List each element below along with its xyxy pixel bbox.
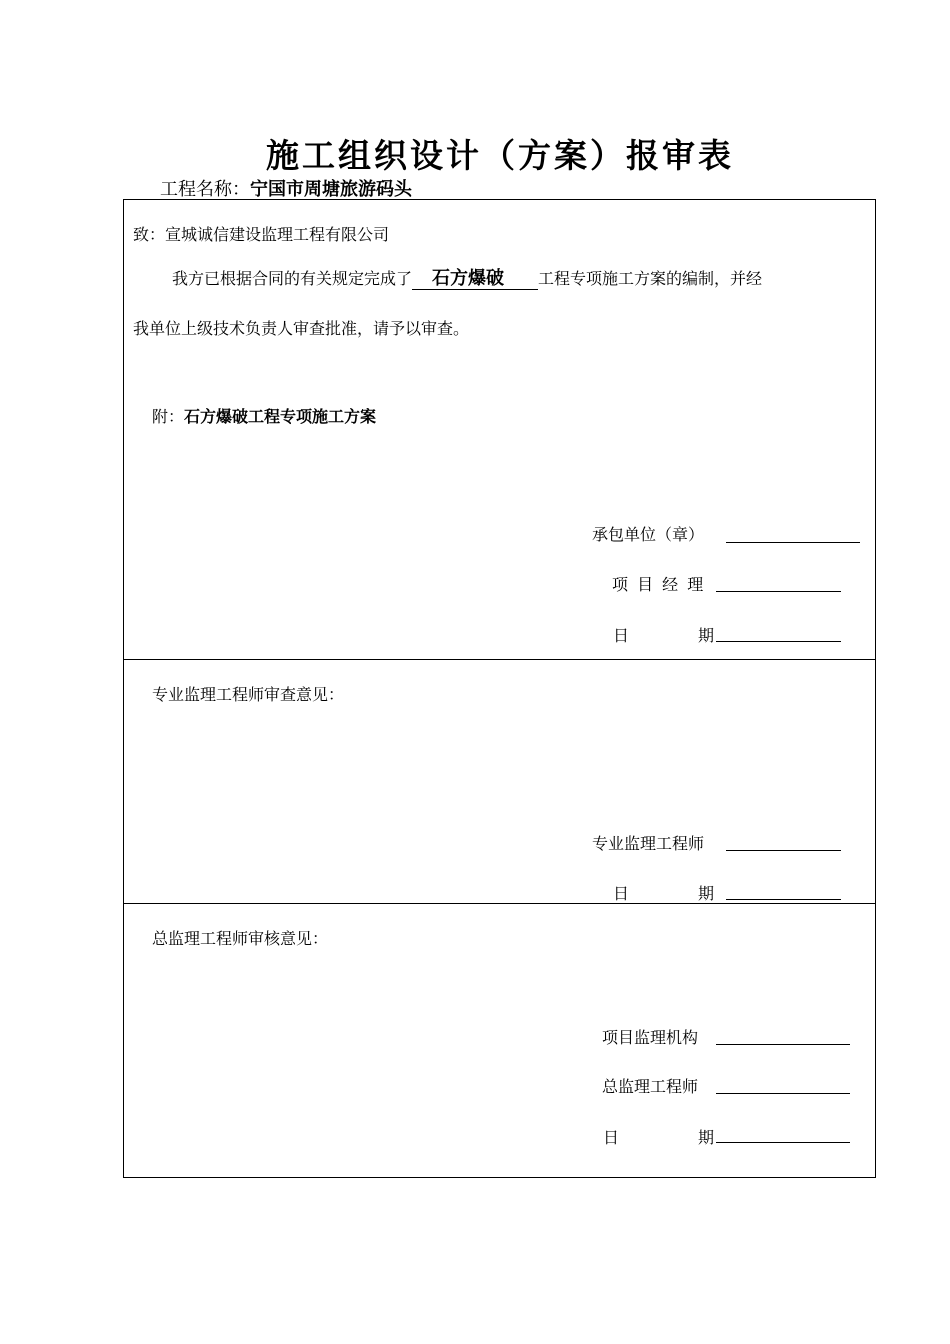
project-type-field[interactable]: 石方爆破 (412, 269, 538, 290)
chief-engineer-review-heading: 总监理工程师审核意见： (152, 929, 329, 948)
engineer-review-heading: 专业监理工程师审查意见： (152, 685, 345, 704)
supervision-org-signature-field[interactable] (716, 1044, 850, 1045)
date-label-2-left: 日 (613, 884, 630, 903)
project-manager-label: 项 目 经 理 (612, 575, 706, 594)
submission-statement-line2: 我单位上级技术负责人审查批准，请予以审查。 (133, 319, 470, 338)
project-name-line (160, 175, 412, 201)
date-label-2-right: 期 (698, 884, 715, 903)
addressee-line: 致：宣城诚信建设监理工程有限公司 (133, 225, 390, 244)
project-label: 工程名称： (160, 179, 250, 200)
date-label-3-left: 日 (603, 1128, 620, 1147)
contractor-signature-field[interactable] (726, 542, 860, 543)
date-field-3[interactable] (716, 1142, 850, 1143)
chief-engineer-signature-field[interactable] (716, 1093, 850, 1094)
project-name: 宁国市周塘旅游码头 (250, 179, 412, 200)
section-divider-1 (123, 659, 876, 660)
supervision-org-label: 项目监理机构 (602, 1028, 699, 1047)
date-field-2[interactable] (726, 899, 841, 900)
statement-prefix: 我方已根据合同的有关规定完成了 (172, 269, 413, 288)
specialist-engineer-label: 专业监理工程师 (592, 834, 705, 853)
chief-engineer-label: 总监理工程师 (602, 1077, 699, 1096)
statement-suffix: 工程专项施工方案的编制，并经 (538, 269, 763, 288)
date-label-1-left: 日 (613, 626, 630, 645)
attachment-line (152, 404, 376, 427)
page-title: 施工组织设计（方案）报审表 (266, 136, 734, 175)
project-manager-signature-field[interactable] (716, 591, 841, 592)
section-divider-2 (123, 903, 876, 904)
date-field-1[interactable] (716, 641, 841, 642)
specialist-engineer-signature-field[interactable] (726, 850, 841, 851)
date-label-3-right: 期 (698, 1128, 715, 1147)
contractor-label: 承包单位（章） (592, 525, 705, 544)
date-label-1-right: 期 (698, 626, 715, 645)
attachment-label: 附： (152, 407, 185, 426)
submission-statement-line1 (172, 266, 762, 290)
attachment-value: 石方爆破工程专项施工方案 (184, 407, 377, 426)
